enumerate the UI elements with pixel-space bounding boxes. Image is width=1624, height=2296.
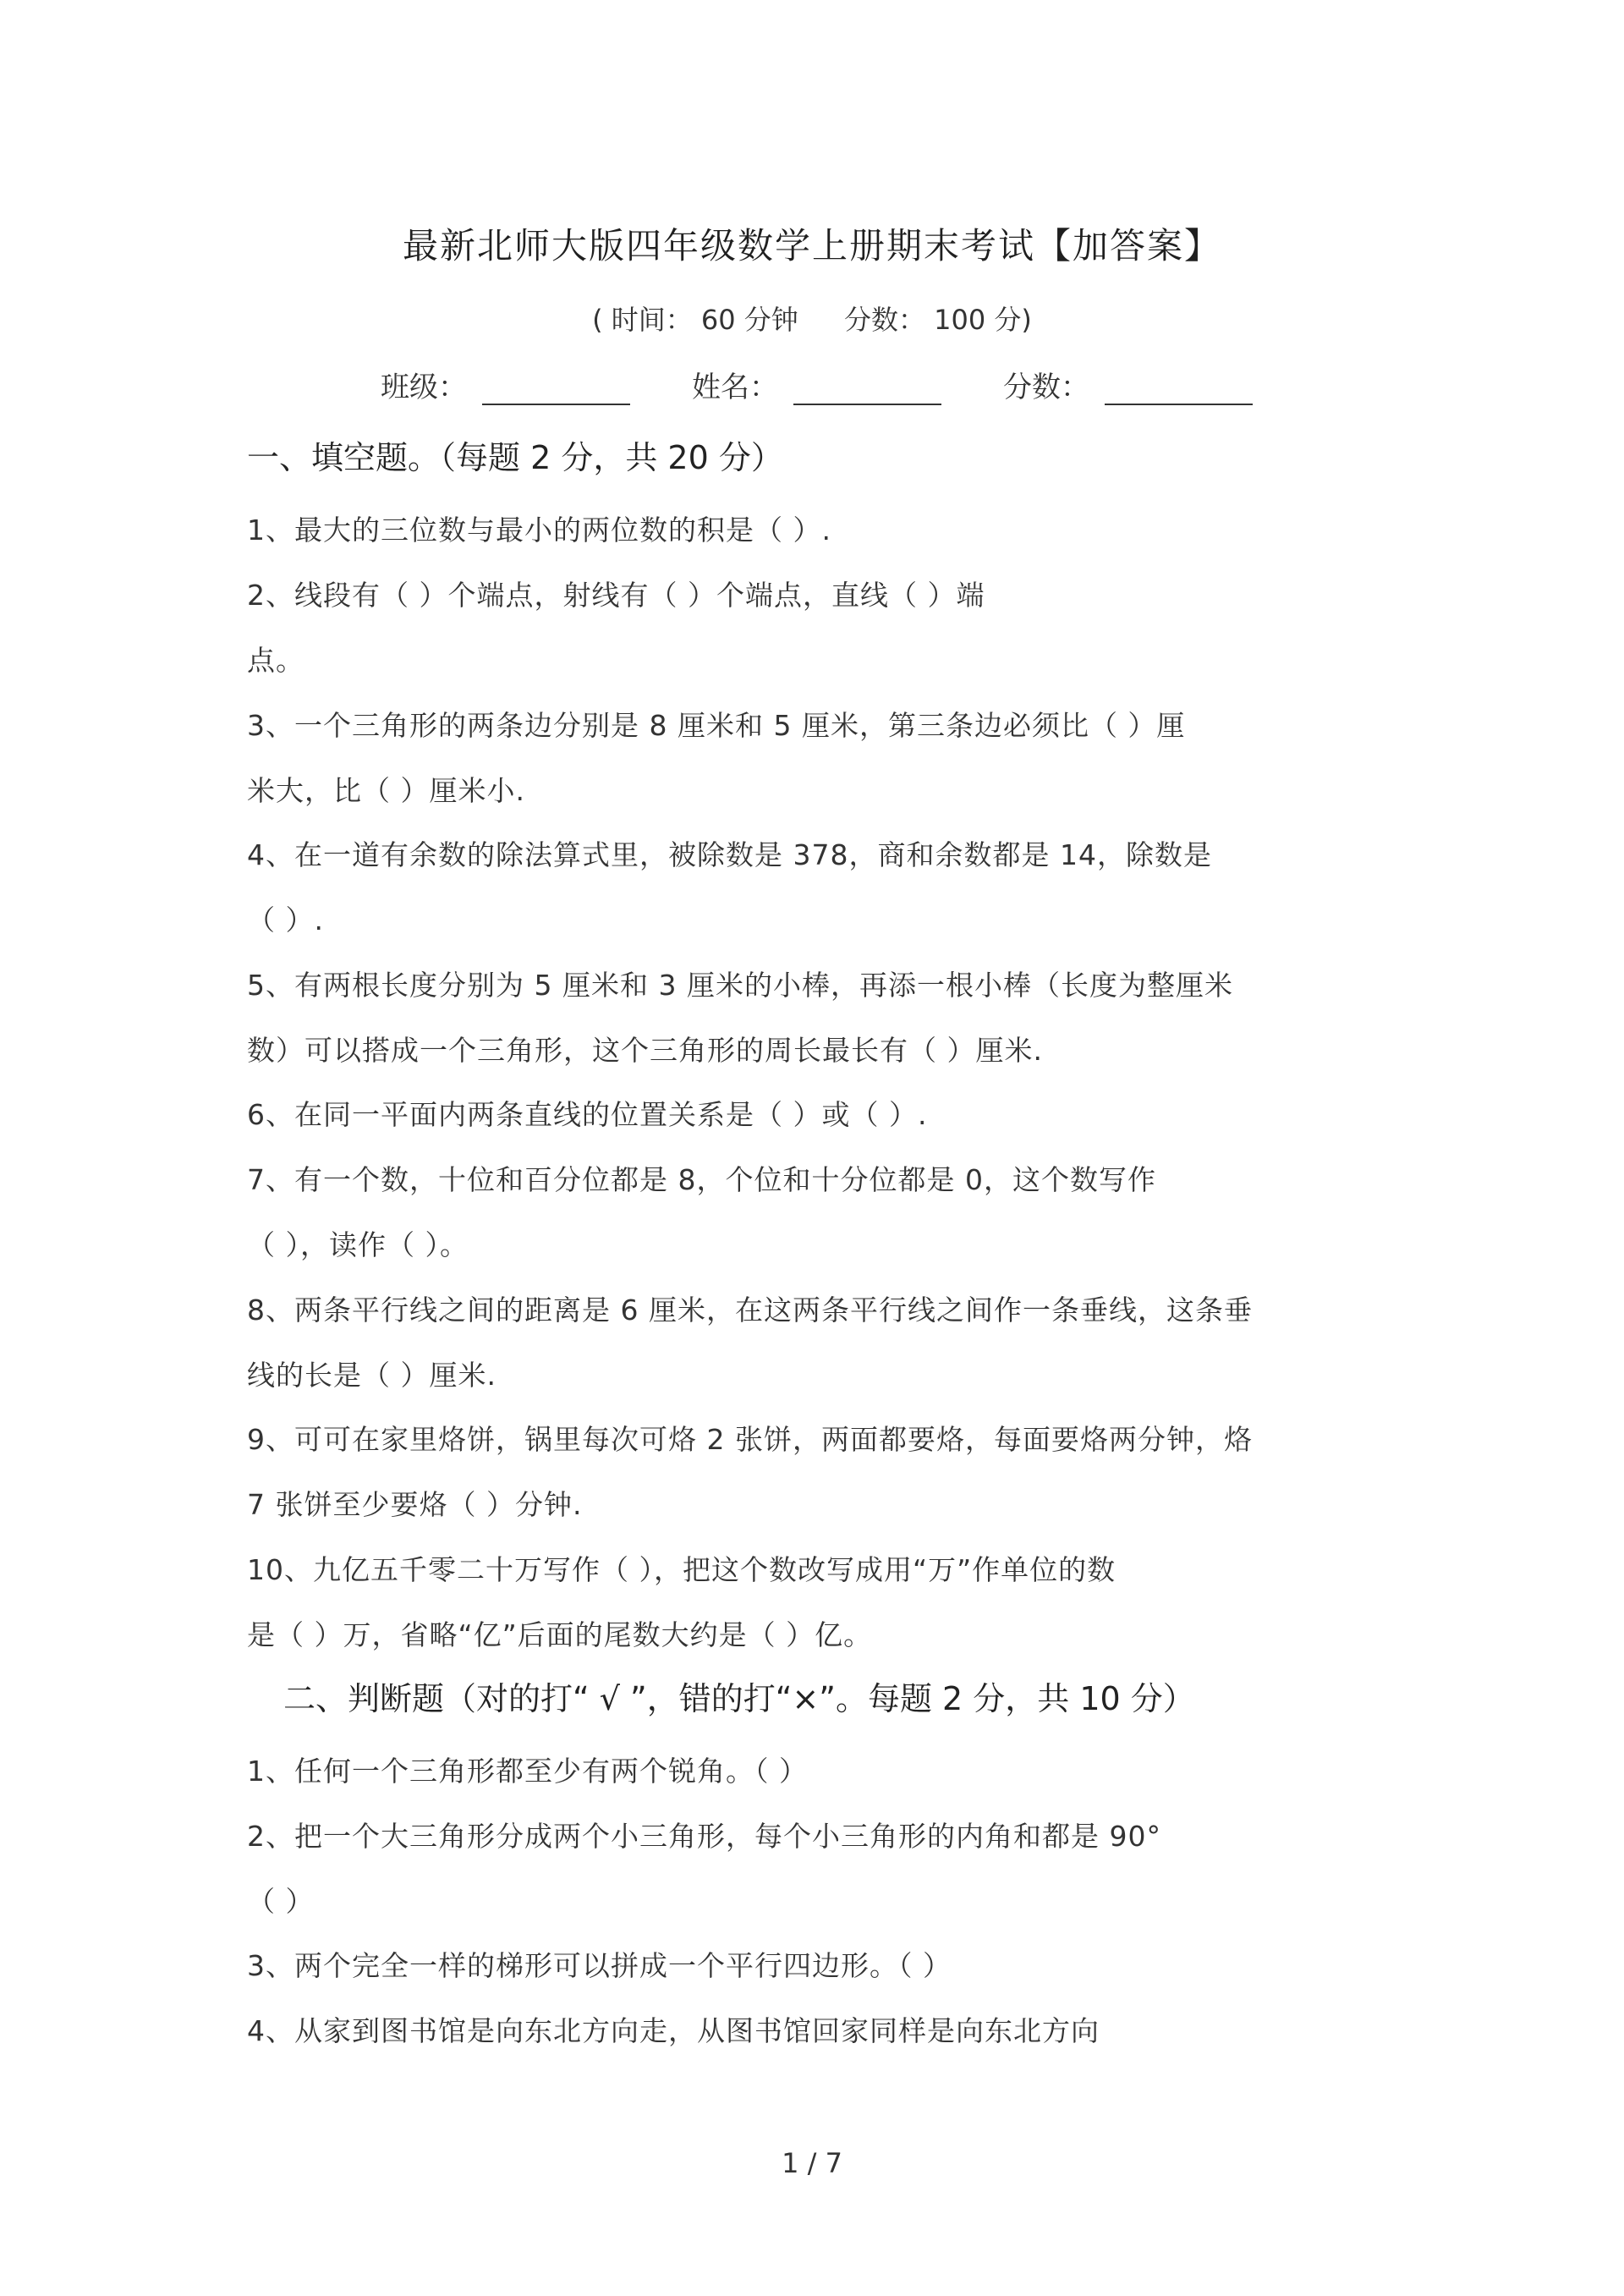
name-blank <box>793 378 941 405</box>
score-blank <box>1105 378 1253 405</box>
name-field <box>692 364 941 405</box>
question-line: 7、有一个数，十位和百分位都是 8，个位和十分位都是 0，这个数写作 <box>247 1163 1156 1196</box>
question-line: 4、在一道有余数的除法算式里，被除数是 378，商和余数都是 14，除数是 <box>247 838 1212 871</box>
class-label: 班级： <box>381 371 467 404</box>
question-line: 3、两个完全一样的梯形可以拼成一个平行四边形。（ ） <box>247 1949 952 1982</box>
question-line: 9、可可在家里烙饼，锅里每次可烙 2 张饼，两面都要烙，每面要烙两分钟，烙 <box>247 1423 1253 1456</box>
question-line: 2、把一个大三角形分成两个小三角形，每个小三角形的内角和都是 90° <box>247 1820 1161 1853</box>
exam-meta <box>0 299 1624 338</box>
question-line: 8、两条平行线之间的距离是 6 厘米，在这两条平行线之间作一条垂线，这条垂 <box>247 1294 1253 1327</box>
question-line: 10、九亿五千零二十万写作（ ），把这个数改写成用“万”作单位的数 <box>247 1553 1116 1586</box>
question-line: 数）可以搭成一个三角形，这个三角形的周长最长有（ ）厘米. <box>247 1034 1043 1067</box>
question-line: 6、在同一平面内两条直线的位置关系是（ ）或（ ）. <box>247 1098 928 1131</box>
question-line: 3、一个三角形的两条边分别是 8 厘米和 5 厘米，第三条边必须比（ ）厘 <box>247 709 1186 742</box>
name-label: 姓名： <box>692 371 778 404</box>
question-line: 米大，比（ ）厘米小. <box>247 774 525 807</box>
section2-heading: 二、判断题（对的打“ √ ”，错的打“×”。每题 2 分，共 10 分） <box>283 1680 1195 1717</box>
question-line: 是（ ）万，省略“亿”后面的尾数大约是（ ）亿。 <box>247 1618 873 1651</box>
question-line: 4、从家到图书馆是向东北方向走，从图书馆回家同样是向东北方向 <box>247 2014 1100 2047</box>
score-field <box>1003 364 1253 405</box>
class-blank <box>482 378 630 405</box>
class-field <box>381 364 630 405</box>
question-line: 点。 <box>247 644 304 677</box>
question-line: 5、有两根长度分别为 5 厘米和 3 厘米的小棒，再添一根小棒（长度为整厘米 <box>247 969 1233 1002</box>
question-line: （ ） <box>247 1885 315 1918</box>
score-label: 分数： <box>1003 371 1089 404</box>
time-info: ( 时间： 60 分钟 <box>592 304 798 336</box>
question-line: 2、线段有（ ）个端点，射线有（ ）个端点，直线（ ）端 <box>247 579 985 612</box>
section1-heading: 一、填空题。（每题 2 分，共 20 分） <box>247 439 783 476</box>
question-line: （ ）. <box>247 904 324 937</box>
page-number: 1 / 7 <box>782 2147 842 2179</box>
question-line: （ ），读作（ ）。 <box>247 1228 469 1261</box>
question-line: 1、任何一个三角形都至少有两个锐角。（ ） <box>247 1755 808 1788</box>
score-info: 分数： 100 分) <box>843 304 1032 336</box>
question-line: 7 张饼至少要烙（ ）分钟. <box>247 1488 583 1521</box>
exam-title: 最新北师大版四年级数学上册期末考试【加答案】 <box>402 225 1221 266</box>
question-line: 1、最大的三位数与最小的两位数的积是（ ）. <box>247 514 831 547</box>
question-line: 线的长是（ ）厘米. <box>247 1359 497 1392</box>
